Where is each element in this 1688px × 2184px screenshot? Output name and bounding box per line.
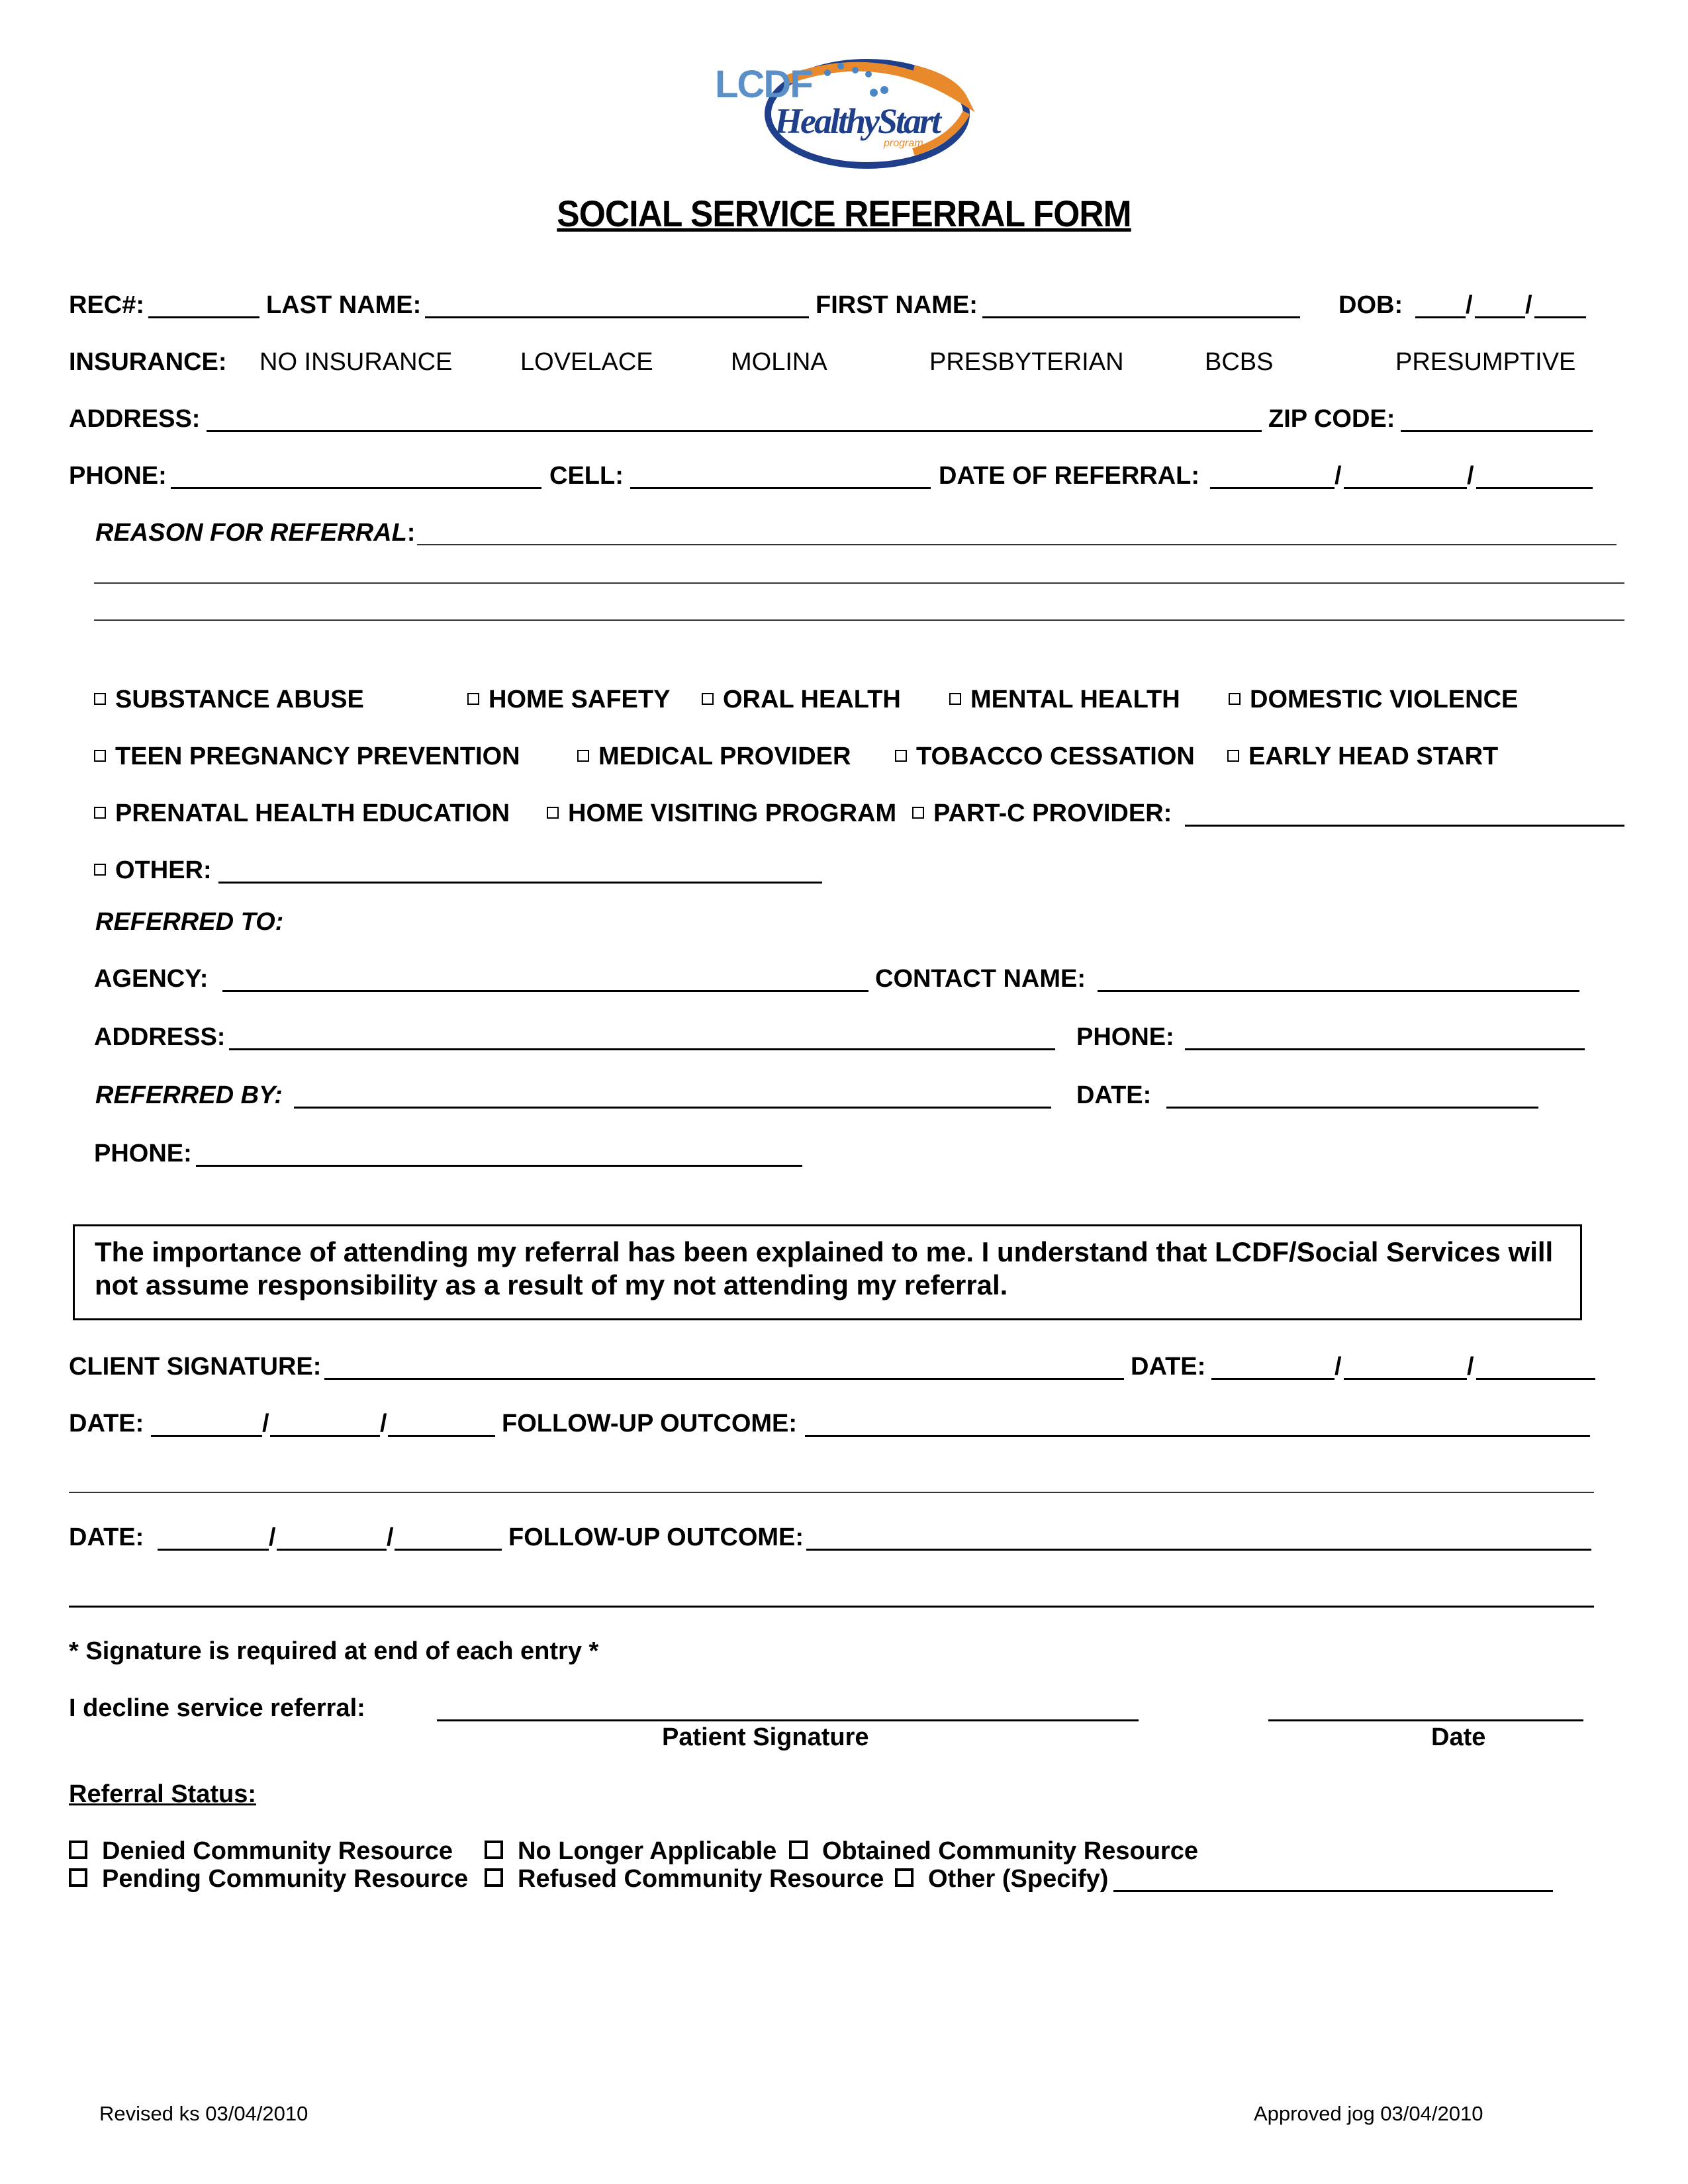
referred-by-phone-label: PHONE: [94,1140,192,1167]
reason-label-text: REASON FOR REFERRAL [95,519,407,547]
referral-address-field[interactable] [229,1048,1055,1050]
dob-day-field[interactable] [1475,316,1525,318]
service-label: MENTAL HEALTH [970,686,1180,713]
followup-outcome-label: FOLLOW-UP OUTCOME: [508,1524,804,1551]
followup-day-field[interactable] [270,1435,380,1437]
checkbox-icon[interactable] [69,1841,87,1859]
referral-day-field[interactable] [1344,487,1467,489]
dob-year-field[interactable] [1534,316,1586,318]
address-field[interactable] [207,430,1262,432]
insurance-label: INSURANCE: [69,348,227,376]
followup-month-field[interactable] [158,1549,269,1551]
followup-outcome-label: FOLLOW-UP OUTCOME: [502,1410,798,1437]
checkbox-icon[interactable] [789,1841,808,1859]
checkbox-icon[interactable] [949,693,961,705]
logo [715,53,980,179]
decline-referral-label: I decline service referral: [69,1694,365,1722]
checkbox-icon[interactable] [895,1868,914,1887]
service-label: DOMESTIC VIOLENCE [1250,686,1519,713]
rec-label: REC#: [69,291,145,319]
date-slash: / [380,1410,387,1437]
contact-name-label: CONTACT NAME: [875,965,1086,993]
referral-year-field[interactable] [1476,487,1593,489]
checkbox-icon[interactable] [467,693,479,705]
patient-signature-caption: Patient Signature [662,1723,869,1751]
zip-code-field[interactable] [1401,430,1593,432]
service-option[interactable] [912,799,1172,828]
page-title: SOCIAL SERVICE REFERRAL FORM [557,193,1131,234]
insurance-option[interactable]: PRESBYTERIAN [929,348,1124,376]
referral-phone-field[interactable] [1185,1048,1585,1050]
service-option[interactable] [467,686,670,714]
date-slash: / [269,1524,276,1551]
checkbox-icon[interactable] [94,693,106,705]
referred-by-phone-field[interactable] [196,1165,802,1167]
reason-label [95,519,415,547]
checkbox-icon[interactable] [702,693,714,705]
dob-label: DOB: [1338,291,1403,319]
logo-sub-text: program [884,138,923,149]
insurance-option[interactable]: PRESUMPTIVE [1395,348,1576,376]
logo-org-text: LCDF [715,63,812,106]
service-label: SUBSTANCE ABUSE [115,686,364,713]
checkbox-icon[interactable] [895,750,907,762]
status-label: Obtained Community Resource [822,1837,1198,1865]
reason-field-line[interactable] [417,544,1617,545]
checkbox-icon[interactable] [485,1841,503,1859]
followup-day-field[interactable] [277,1549,387,1551]
referred-to-heading: REFERRED TO: [95,908,284,936]
phone-field[interactable] [171,487,541,489]
service-option[interactable] [1229,686,1518,714]
checkbox-icon[interactable] [94,864,106,876]
checkbox-icon[interactable] [577,750,589,762]
service-option[interactable] [94,856,212,885]
status-label: Other (Specify) [928,1865,1109,1893]
followup-month-field[interactable] [151,1435,262,1437]
service-label: PRENATAL HEALTH EDUCATION [115,799,510,827]
service-option[interactable] [94,686,364,714]
referral-phone-label: PHONE: [1076,1023,1174,1051]
dob-month-field[interactable] [1415,316,1466,318]
status-option[interactable] [485,1865,884,1893]
client-signature-label: CLIENT SIGNATURE: [69,1353,322,1381]
logo-program-text: HealthyStart [774,101,940,141]
followup-date-label: DATE: [69,1524,144,1551]
status-label: Refused Community Resource [518,1865,884,1893]
revised-note: Revised ks 03/04/2010 [99,2102,308,2125]
status-option[interactable] [69,1865,468,1893]
client-signature-date-label: DATE: [1131,1353,1206,1381]
checkbox-icon[interactable] [94,807,106,819]
status-option[interactable] [895,1865,1108,1893]
checkbox-icon[interactable] [94,750,106,762]
followup-outcome-line[interactable] [69,1606,1594,1608]
insurance-option[interactable]: BCBS [1205,348,1274,376]
rec-field[interactable] [148,316,259,318]
service-option[interactable] [949,686,1180,714]
checkbox-icon[interactable] [1227,750,1239,762]
other-service-field[interactable] [218,882,822,884]
client-signature-year-field[interactable] [1476,1378,1595,1380]
service-option[interactable] [895,743,1195,771]
client-signature-day-field[interactable] [1344,1378,1467,1380]
date-slash: / [262,1410,269,1437]
client-signature-field[interactable] [324,1378,1124,1380]
status-option[interactable] [69,1837,453,1866]
checkbox-icon[interactable] [912,807,924,819]
other-specify-field[interactable] [1113,1890,1553,1892]
date-slash: / [1467,462,1474,490]
service-option[interactable] [94,799,510,828]
agency-field[interactable] [222,990,868,992]
dob-slash: / [1525,291,1532,319]
date-slash: / [1467,1353,1474,1381]
referred-by-label: REFERRED BY: [95,1081,283,1109]
dob-slash: / [1466,291,1473,319]
first-name-field[interactable] [982,316,1300,318]
decline-date-field[interactable] [1268,1719,1583,1721]
checkbox-icon[interactable] [485,1868,503,1887]
service-label: TEEN PREGNANCY PREVENTION [115,743,520,770]
approved-note: Approved jog 03/04/2010 [1254,2102,1483,2125]
service-option[interactable] [577,743,851,771]
status-label: Pending Community Resource [102,1865,469,1893]
followup-outcome-field[interactable] [806,1549,1591,1551]
status-label: No Longer Applicable [518,1837,777,1865]
checkbox-icon[interactable] [547,807,559,819]
status-option[interactable] [485,1837,776,1866]
service-option[interactable] [702,686,901,714]
address-label: ADDRESS: [69,405,201,433]
reason-field-line[interactable] [94,582,1624,584]
insurance-option[interactable]: MOLINA [731,348,827,376]
referred-by-date-field[interactable] [1166,1107,1538,1109]
followup-date-label: DATE: [69,1410,144,1437]
agency-label: AGENCY: [94,965,209,993]
service-label: PART-C PROVIDER: [933,799,1172,827]
last-name-label: LAST NAME: [266,291,422,319]
service-option[interactable] [94,743,520,771]
referred-by-date-label: DATE: [1076,1081,1152,1109]
service-label: HOME SAFETY [489,686,671,713]
cell-field[interactable] [630,487,931,489]
checkbox-icon[interactable] [1229,693,1241,705]
date-slash: / [1335,1353,1342,1381]
service-label: TOBACCO CESSATION [916,743,1195,770]
referred-by-field[interactable] [294,1107,1051,1109]
part-c-provider-field[interactable] [1185,825,1624,827]
phone-label: PHONE: [69,462,167,490]
status-option[interactable] [789,1837,1198,1866]
signature-required-note: * Signature is required at end of each entry * [69,1637,599,1665]
service-label: OTHER: [115,856,212,884]
checkbox-icon[interactable] [69,1868,87,1887]
referral-address-label: ADDRESS: [94,1023,226,1051]
followup-year-field[interactable] [388,1435,495,1437]
service-label: EARLY HEAD START [1248,743,1499,770]
contact-name-field[interactable] [1098,990,1579,992]
date-slash: / [387,1524,394,1551]
status-label: Denied Community Resource [102,1837,453,1865]
referral-month-field[interactable] [1210,487,1335,489]
reason-field-line[interactable] [94,619,1624,621]
service-label: ORAL HEALTH [723,686,901,713]
followup-outcome-line[interactable] [69,1492,1594,1493]
date-of-referral-label: DATE OF REFERRAL: [939,462,1200,490]
patient-signature-field[interactable] [437,1719,1139,1721]
service-label: HOME VISITING PROGRAM [568,799,897,827]
date-slash: / [1335,462,1342,490]
referral-status-heading: Referral Status: [69,1780,256,1808]
last-name-field[interactable] [425,316,809,318]
insurance-option[interactable]: LOVELACE [520,348,653,376]
attendance-notice: The importance of attending my referral has been explained to me. I understand that LCDF/Social Services will not assume responsibility as a result of my not attending my referral. [73,1224,1582,1320]
followup-outcome-field[interactable] [805,1435,1590,1437]
insurance-option[interactable]: NO INSURANCE [259,348,453,376]
decline-date-caption: Date [1431,1723,1486,1751]
reason-label-colon: : [406,519,416,547]
service-option[interactable] [1227,743,1498,771]
zip-code-label: ZIP CODE: [1268,405,1395,433]
cell-label: CELL: [549,462,624,490]
service-option[interactable] [547,799,896,828]
service-label: MEDICAL PROVIDER [598,743,851,770]
first-name-label: FIRST NAME: [816,291,978,319]
client-signature-month-field[interactable] [1211,1378,1335,1380]
followup-year-field[interactable] [395,1549,502,1551]
